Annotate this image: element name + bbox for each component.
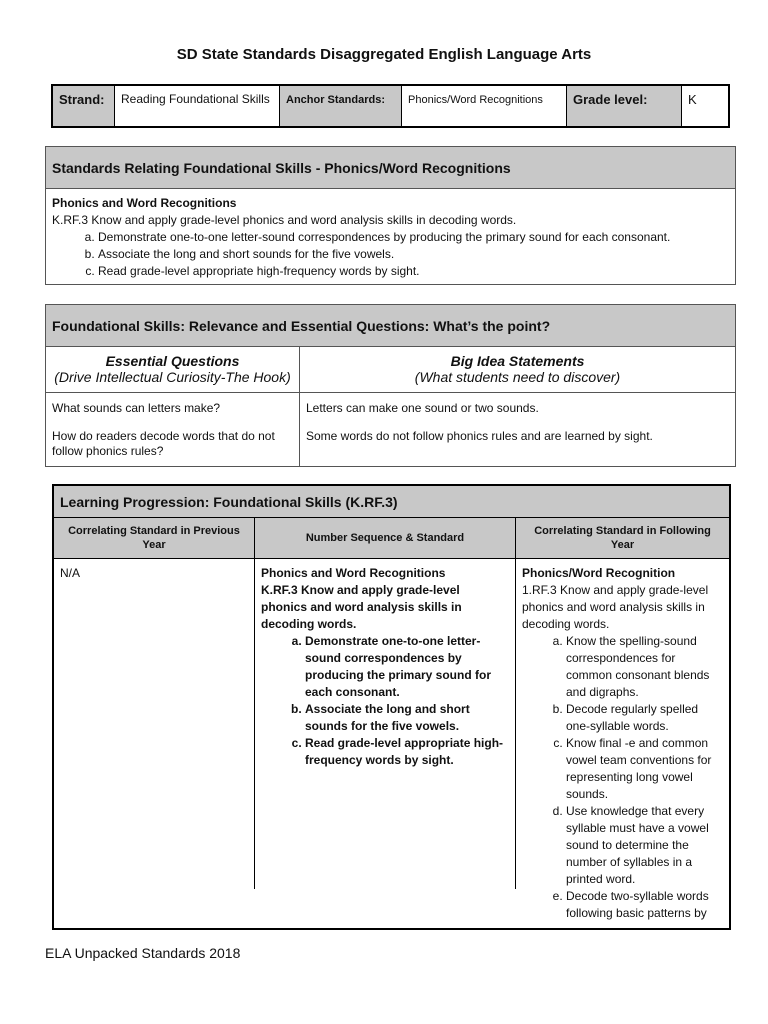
strand-value: Reading Foundational Skills [115,86,280,126]
list-item: b. Associate the long and short sounds for the five vowels. [305,701,509,735]
big-idea-header [300,347,735,393]
grade-label: Grade level: [567,86,682,126]
standards-heading: Standards Relating Foundational Skills - Phonics/Word Recognitions [46,147,735,189]
current-standard-body [255,559,515,775]
current-title: Phonics and Word Recognitions [261,566,446,580]
next-statement: 1.RF.3 Know and apply grade-level phonics and word analysis skills in decoding words. [522,583,709,631]
strand-label: Strand: [53,86,115,126]
current-standard-column [255,518,516,889]
list-item: e. Decode two-syllable words following basic patterns by [566,888,723,922]
list-item: b. Decode regularly spelled one-syllable words. [566,701,723,735]
progression-section [52,484,731,930]
eq-subtitle: (Drive Intellectual Curiosity-The Hook) [54,369,291,385]
standards-subheading: Phonics and Word Recognitions [52,196,237,210]
list-item: d. Use knowledge that every syllable must have a vowel sound to determine the number of syllables in a printed word. [566,803,723,888]
standards-list [52,229,729,280]
bi-title: Big Idea Statements [450,353,585,369]
list-item: a. Demonstrate one-to-one letter-sound correspondences by producing the primary sound for each consonant. [305,633,509,701]
following-year-header: Correlating Standard in Following Year [516,518,729,559]
current-statement: K.RF.3 Know and apply grade-level phonics and word analysis skills in decoding words. [261,583,462,631]
grade-value: K [688,92,697,107]
list-item: a. Know the spelling-sound correspondences for common consonant blends and digraphs. [566,633,723,701]
list-item: c. Read grade-level appropriate high-frequency words by sight. [305,735,509,769]
previous-year-value: N/A [60,566,81,580]
essential-question: What sounds can letters make? [52,401,221,415]
previous-year-header: Correlating Standard in Previous Year [54,518,254,559]
anchor-value: Phonics/Word Recognitions [402,86,567,126]
essential-question: How do readers decode words that do not follow phonics rules? [52,429,275,458]
header-info-table [51,84,730,128]
big-idea-statement: Some words do not follow phonics rules and are learned by sight. [306,429,653,443]
bi-subtitle: (What students need to discover) [414,369,621,385]
current-list [261,633,509,769]
relevance-heading: Foundational Skills: Relevance and Essential Questions: What’s the point? [46,305,735,347]
essential-questions-header [46,347,299,393]
anchor-label: Anchor Standards: [280,86,402,126]
standards-section [45,146,736,285]
next-title: Phonics/Word Recognition [522,566,676,580]
next-list [522,633,723,922]
page-title: SD State Standards Disaggregated English Language Arts [176,46,592,63]
progression-heading: Learning Progression: Foundational Skills (K.RF.3) [54,486,729,518]
previous-year-column [54,518,255,889]
current-standard-header: Number Sequence & Standard [255,518,515,559]
standards-body [46,189,735,286]
page-footer: ELA Unpacked Standards 2018 [45,945,241,961]
standards-statement: K.RF.3 Know and apply grade-level phonics and word analysis skills in decoding words. [52,213,517,227]
list-item: b. Associate the long and short sounds for the five vowels. [98,246,729,263]
following-year-column [516,518,729,920]
relevance-table [46,347,735,466]
list-item: c. Read grade-level appropriate high-frequency words by sight. [98,263,729,280]
following-year-body [516,559,729,920]
big-idea-statement: Letters can make one sound or two sounds. [306,401,539,415]
relevance-section [45,304,736,467]
essential-questions-column [46,347,300,466]
progression-table [54,518,729,920]
eq-title: Essential Questions [105,353,240,369]
list-item: c. Know final -e and common vowel team conventions for representing long vowel sounds. [566,735,723,803]
big-idea-column [300,347,735,466]
list-item: a. Demonstrate one-to-one letter-sound correspondences by producing the primary sound for each consonant. [98,229,729,246]
